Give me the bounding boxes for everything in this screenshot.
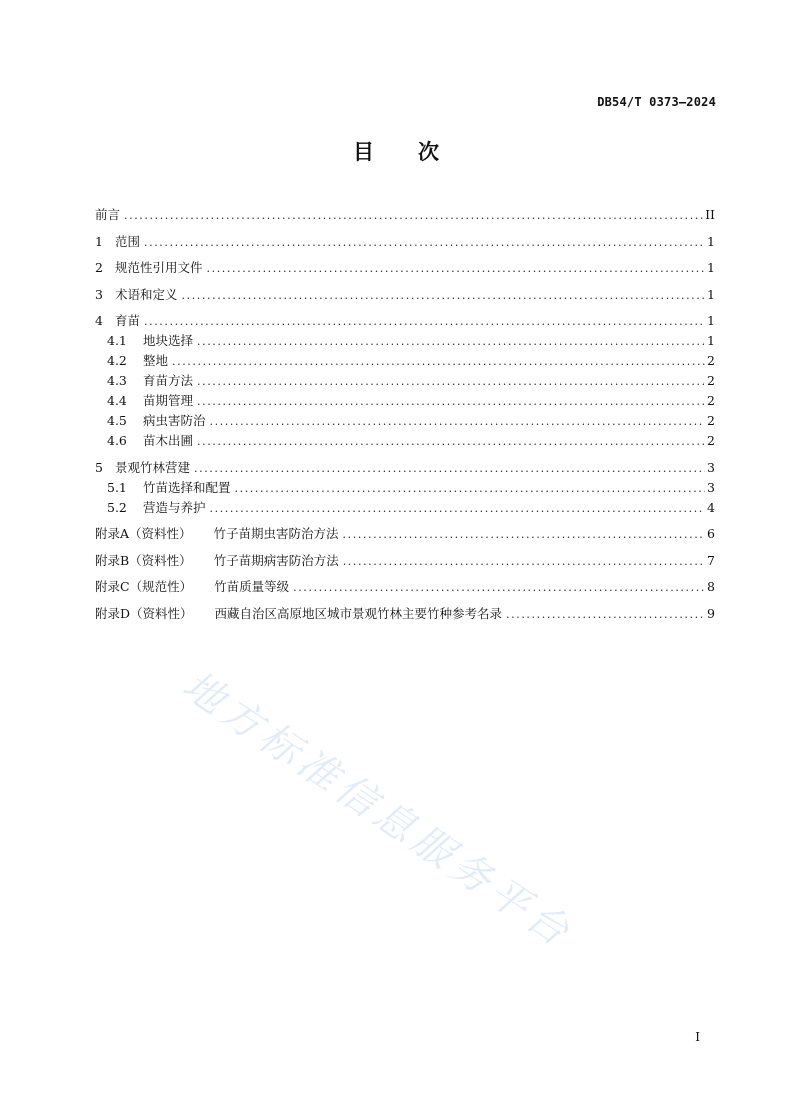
toc-entry-label: 地块选择 bbox=[143, 333, 194, 348]
toc-entry-page: 2 bbox=[707, 413, 715, 428]
toc-dot-leader bbox=[197, 372, 705, 392]
toc-dot-leader bbox=[197, 392, 705, 412]
toc-entry-label: 苗期管理 bbox=[143, 393, 194, 408]
toc-dot-leader bbox=[172, 352, 705, 372]
toc-entry[interactable] bbox=[95, 285, 715, 305]
toc-entry[interactable] bbox=[95, 498, 715, 518]
toc-entry[interactable] bbox=[95, 551, 715, 571]
toc-entry[interactable] bbox=[95, 458, 715, 478]
toc-entry-label: 整地 bbox=[143, 353, 169, 368]
toc-entry-page: 2 bbox=[707, 393, 715, 408]
watermark: 地方标准信息服务平台 bbox=[174, 662, 582, 958]
toc-entry-label: 育苗方法 bbox=[143, 373, 194, 388]
toc-entry[interactable] bbox=[95, 577, 715, 597]
toc-entry-number: 4.4 bbox=[107, 393, 127, 408]
toc-dot-leader bbox=[197, 332, 705, 352]
toc-entry-label: 规范性引用文件 bbox=[115, 260, 203, 275]
toc-entry-label: 景观竹林营建 bbox=[115, 459, 191, 475]
toc-entry[interactable] bbox=[95, 232, 715, 252]
toc-entry-label: 西藏自治区高原地区城市景观竹林主要竹种参考名录 bbox=[214, 605, 503, 621]
toc-entry[interactable] bbox=[95, 371, 715, 391]
toc-entry-page: 8 bbox=[707, 579, 715, 594]
toc-entry-page: 1 bbox=[707, 286, 715, 302]
toc-entry-label: 苗木出圃 bbox=[143, 433, 194, 448]
toc-dot-leader bbox=[144, 233, 705, 253]
toc-dot-leader bbox=[182, 286, 705, 306]
toc-entry[interactable] bbox=[95, 411, 715, 431]
toc-entry[interactable] bbox=[95, 331, 715, 351]
page-title: 目次 bbox=[353, 140, 483, 164]
toc-entry-page: 6 bbox=[707, 526, 715, 541]
toc-entry[interactable] bbox=[95, 478, 715, 498]
table-of-contents bbox=[95, 205, 715, 624]
toc-dot-leader bbox=[343, 525, 705, 545]
toc-entry-page: II bbox=[705, 207, 715, 222]
toc-dot-leader bbox=[210, 499, 705, 519]
toc-entry-label: 营造与养护 bbox=[143, 499, 206, 515]
document-code: DB54/T 0373—2024 bbox=[597, 95, 716, 109]
toc-entry-page: 1 bbox=[707, 260, 715, 275]
toc-entry-number: 1 bbox=[95, 233, 103, 249]
toc-entry-page: 2 bbox=[707, 353, 715, 368]
toc-entry[interactable] bbox=[95, 351, 715, 371]
toc-entry-label: 竹子苗期病害防治方法 bbox=[213, 552, 339, 568]
toc-entry-number: 4.5 bbox=[107, 413, 127, 428]
toc-entry-page: 7 bbox=[707, 552, 715, 568]
toc-entry-number: 5.1 bbox=[107, 479, 127, 495]
toc-entry-page: 3 bbox=[707, 479, 715, 495]
toc-entry-label: 育苗 bbox=[115, 313, 141, 328]
toc-entry-page: 1 bbox=[707, 333, 715, 348]
toc-entry-label: 范围 bbox=[115, 233, 141, 249]
toc-entry-label: 病虫害防治 bbox=[143, 413, 206, 428]
toc-dot-leader bbox=[124, 206, 703, 226]
toc-entry-number: 3 bbox=[95, 286, 103, 302]
toc-entry-page: 9 bbox=[707, 605, 715, 621]
toc-entry-number: 附录A（资料性） bbox=[95, 526, 192, 541]
toc-entry-page: 1 bbox=[707, 233, 715, 249]
toc-entry[interactable] bbox=[95, 391, 715, 411]
toc-entry-number: 4.3 bbox=[107, 373, 127, 388]
toc-dot-leader bbox=[197, 432, 705, 452]
toc-entry-label: 前言 bbox=[95, 207, 121, 222]
toc-entry-number: 4.1 bbox=[107, 333, 127, 348]
toc-dot-leader bbox=[210, 412, 705, 432]
toc-entry-number: 5 bbox=[95, 459, 103, 475]
toc-entry-number: 4.2 bbox=[107, 353, 127, 368]
toc-entry[interactable] bbox=[95, 431, 715, 451]
toc-entry-number: 2 bbox=[95, 260, 103, 275]
toc-dot-leader bbox=[194, 459, 705, 479]
toc-entry-label: 竹苗质量等级 bbox=[214, 579, 290, 594]
toc-dot-leader bbox=[207, 259, 705, 279]
toc-entry[interactable] bbox=[95, 604, 715, 624]
toc-entry-number: 5.2 bbox=[107, 499, 127, 515]
toc-entry[interactable] bbox=[95, 205, 715, 225]
toc-entry-page: 3 bbox=[707, 459, 715, 475]
toc-entry-label: 术语和定义 bbox=[115, 286, 178, 302]
page-number: I bbox=[695, 1030, 700, 1044]
toc-dot-leader bbox=[144, 312, 705, 332]
toc-entry-page: 2 bbox=[707, 433, 715, 448]
toc-entry-number: 附录B（资料性） bbox=[95, 552, 192, 568]
toc-entry-page: 4 bbox=[707, 499, 715, 515]
toc-dot-leader bbox=[506, 605, 705, 625]
toc-dot-leader bbox=[343, 552, 705, 572]
toc-dot-leader bbox=[293, 578, 705, 598]
toc-entry-number: 附录D（资料性） bbox=[95, 605, 193, 621]
toc-entry[interactable] bbox=[95, 258, 715, 278]
toc-entry-number: 4 bbox=[95, 313, 103, 328]
toc-entry-page: 1 bbox=[707, 313, 715, 328]
toc-dot-leader bbox=[235, 479, 705, 499]
toc-entry-page: 2 bbox=[707, 373, 715, 388]
toc-entry-number: 4.6 bbox=[107, 433, 127, 448]
toc-entry[interactable] bbox=[95, 311, 715, 331]
toc-entry-label: 竹子苗期虫害防治方法 bbox=[213, 526, 339, 541]
toc-entry[interactable] bbox=[95, 524, 715, 544]
toc-entry-label: 竹苗选择和配置 bbox=[143, 479, 231, 495]
toc-entry-number: 附录C（规范性） bbox=[95, 579, 193, 594]
